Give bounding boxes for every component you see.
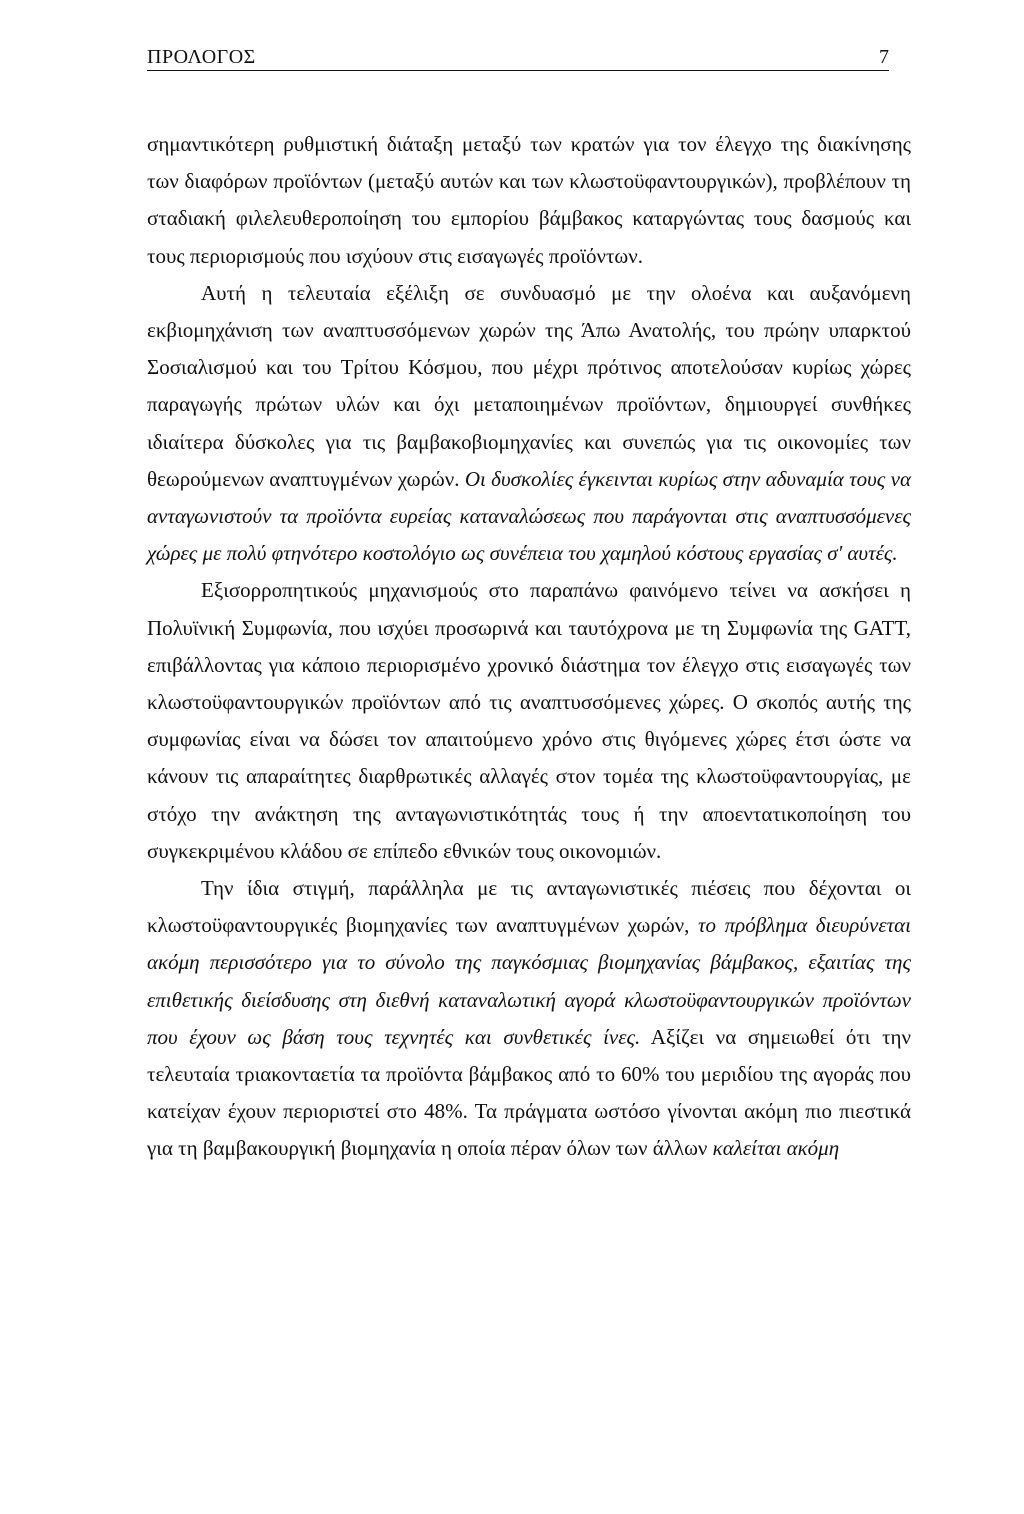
paragraph — [147, 275, 911, 573]
italic-text-segment: Οι δυσκολίες έγκεινται κυρίως στην αδυναμία τους να ανταγωνιστούν τα προϊόντα ευρείας καταναλώσεως που παράγονται στις αναπτυσσόμενες χώρες με πολύ φτηνότερο κοστολόγιο ως συνέπεια του χαμηλού κόστους εργασίας σ' αυτές. — [147, 466, 912, 566]
body-text — [147, 126, 911, 1168]
page-number: 7 — [879, 46, 889, 68]
text-segment: σημαντικότερη ρυθμιστική διάταξη μεταξύ των κρατών για τον έλεγχο της διακίνησης των διαφόρων προϊόντων (μεταξύ αυτών και των κλωστοϋφαντουργικών), προβλέπουν τη σταδιακή φιλελευθεροποίηση του εμπορίου βάμβακος καταργώντας τους δασμούς και τους περιορισμούς που ισχύουν στις εισαγωγές προϊόντων. — [147, 132, 911, 268]
text-segment: Αυτή η τελευταία εξέλιξη σε συνδυασμό με την ολοένα και αυξανόμενη εκβιομηχάνιση των αναπτυσσόμενων χωρών της Άπω Ανατολής, του πρώην υπαρκτού Σοσιαλισμού και του Τρίτου Κόσμου, που μέχρι πρότινος αποτελούσαν κυρίως χώρες παραγωγής πρώτων υλών και όχι μεταποιημένων προϊόντων, δημιουργεί συνθήκες ιδιαίτερα δύσκολες για τις βαμβακοβιομηχανίες και συνεπώς για τις οικονομίες των θεωρούμενων αναπτυγμένων χωρών. — [147, 280, 911, 491]
paragraph — [147, 870, 911, 1168]
italic-text-segment: το πρόβλημα διευρύνεται ακόμη περισσότερο για το σύνολο της παγκόσμιας βιομηχανίας βάμβακος, εξαιτίας της επιθετικής διείσδυσης στη διεθνή καταναλωτική αγορά κλωστοϋφαντουργικών προϊόντων που έχουν ως βάση τους τεχνητές και συνθετικές ίνες. — [147, 913, 911, 1049]
text-segment: Εξισορροπητικούς μηχανισμούς στο παραπάνω φαινόμενο τείνει να ασκήσει η Πολυϊνική Συμφωνία, που ισχύει προσωρινά και ταυτόχρονα με τη Συμφωνία της GATT, επιβάλλοντας για κάποιο περιορισμένο χρονικό διάστημα τον έλεγχο στις εισαγωγές των κλωστοϋφαντουργικών προϊόντων από τις αναπτυσσόμενες χώρες. Ο σκοπός αυτής της συμφωνίας είναι να δώσει τον απαιτούμενο χρόνο στις θιγόμενες χώρες έτσι ώστε να κάνουν τις απαραίτητες διαρθρωτικές αλλαγές στον τομέα της κλωστοϋφαντουργίας, με στόχο την ανάκτηση της ανταγωνιστικότητάς τους ή την αποεντατικοποίηση του συγκεκριμένου κλάδου σε επίπεδο εθνικών τους οικονομιών. — [147, 578, 911, 863]
paragraph — [147, 572, 911, 870]
text-segment: Αξίζει να σημειωθεί ότι την τελευταία τριακονταετία τα προϊόντα βάμβακος από το 60% του μεριδίου της αγοράς που κατείχαν έχουν περιοριστεί στο 48%. Τα πράγματα ωστόσο γίνονται ακόμη πιο πιεστικά για τη βαμβακουργική βιομηχανία η οποία πέραν όλων των άλλων — [147, 1024, 911, 1161]
paragraph-continuation — [147, 126, 911, 275]
chapter-title: ΠΡΟΛΟΓΟΣ — [147, 46, 256, 68]
running-header — [147, 46, 889, 71]
text-segment: Την ίδια στιγμή, παράλληλα με τις ανταγωνιστικές πιέσεις που δέχονται οι κλωστοϋφαντουργικές βιομηχανίες των αναπτυγμένων χωρών, — [147, 876, 911, 938]
italic-text-segment: καλείται ακόμη — [712, 1136, 840, 1161]
